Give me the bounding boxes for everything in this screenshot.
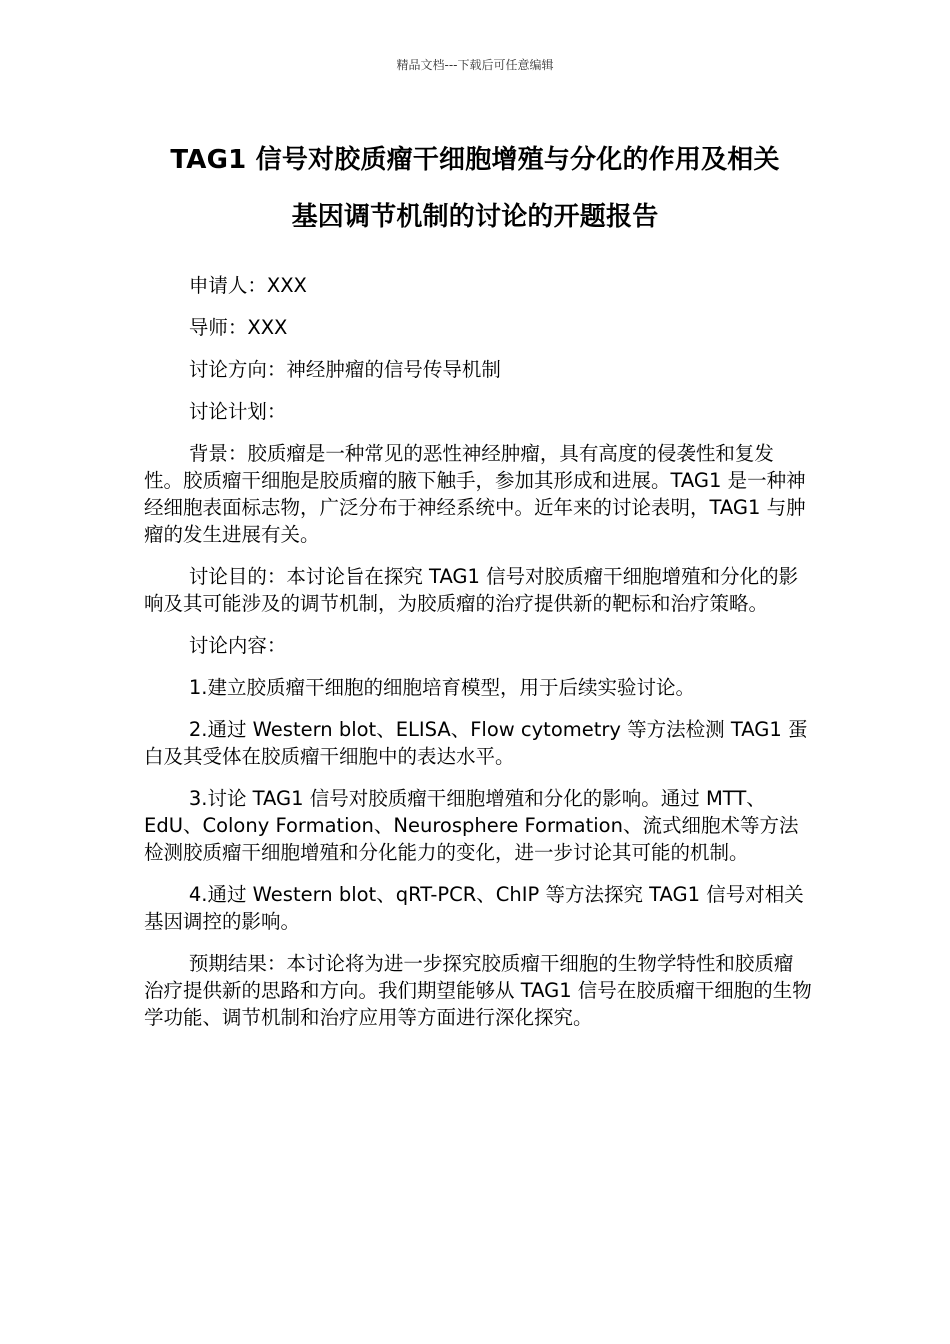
background-paragraph: 背景：胶质瘤是一种常见的恶性神经肿瘤，具有高度的侵袭性和复发性。胶质瘤干细胞是胶质瘤的腋下触手，参加其形成和进展。TAG1 是一种神经细胞表面标志物，广泛分布于神经系统中。近年来的讨论表明，TAG1 与肿瘤的发生进展有关。 — [144, 442, 806, 546]
title-line-1: TAG1 信号对胶质瘤干细胞增殖与分化的作用及相关 — [170, 145, 780, 175]
advisor-field: 导师：XXX — [188, 316, 288, 339]
content-item-3: 3.讨论 TAG1 信号对胶质瘤干细胞增殖和分化的影响。通过 MTT、EdU、Colony Formation、Neurosphere Formation、流式细胞术等方法检测胶质瘤干细胞增殖和分化能力的变化，进一步讨论其可能的机制。 — [144, 787, 799, 864]
header-note: 精品文档---下载后可任意编辑 — [396, 58, 554, 72]
expected-results-paragraph: 预期结果：本讨论将为进一步探究胶质瘤干细胞的生物学特性和胶质瘤治疗提供新的思路和方向。我们期望能够从 TAG1 信号在胶质瘤干细胞的生物学功能、调节机制和治疗应用等方面进行深化探究。 — [144, 952, 812, 1029]
content-item-1: 1.建立胶质瘤干细胞的细胞培育模型，用于后续实验讨论。 — [188, 676, 695, 699]
content-item-2: 2.通过 Western blot、ELISA、Flow cytometry 等方法检测 TAG1 蛋白及其受体在胶质瘤干细胞中的表达水平。 — [144, 718, 808, 768]
content-heading: 讨论内容： — [188, 634, 287, 657]
document-title — [120, 132, 830, 246]
applicant-field: 申请人：XXX — [188, 274, 307, 297]
title-line-2: 基因调节机制的讨论的开题报告 — [291, 202, 659, 232]
research-plan-heading: 讨论计划： — [188, 400, 287, 423]
research-direction: 讨论方向：神经肿瘤的信号传导机制 — [188, 358, 501, 381]
content-item-4: 4.通过 Western blot、qRT-PCR、ChIP 等方法探究 TAG1 信号对相关基因调控的影响。 — [144, 883, 804, 933]
purpose-paragraph: 讨论目的：本讨论旨在探究 TAG1 信号对胶质瘤干细胞增殖和分化的影响及其可能涉及的调节机制，为胶质瘤的治疗提供新的靶标和治疗策略。 — [144, 565, 799, 615]
document-body — [144, 272, 812, 1046]
